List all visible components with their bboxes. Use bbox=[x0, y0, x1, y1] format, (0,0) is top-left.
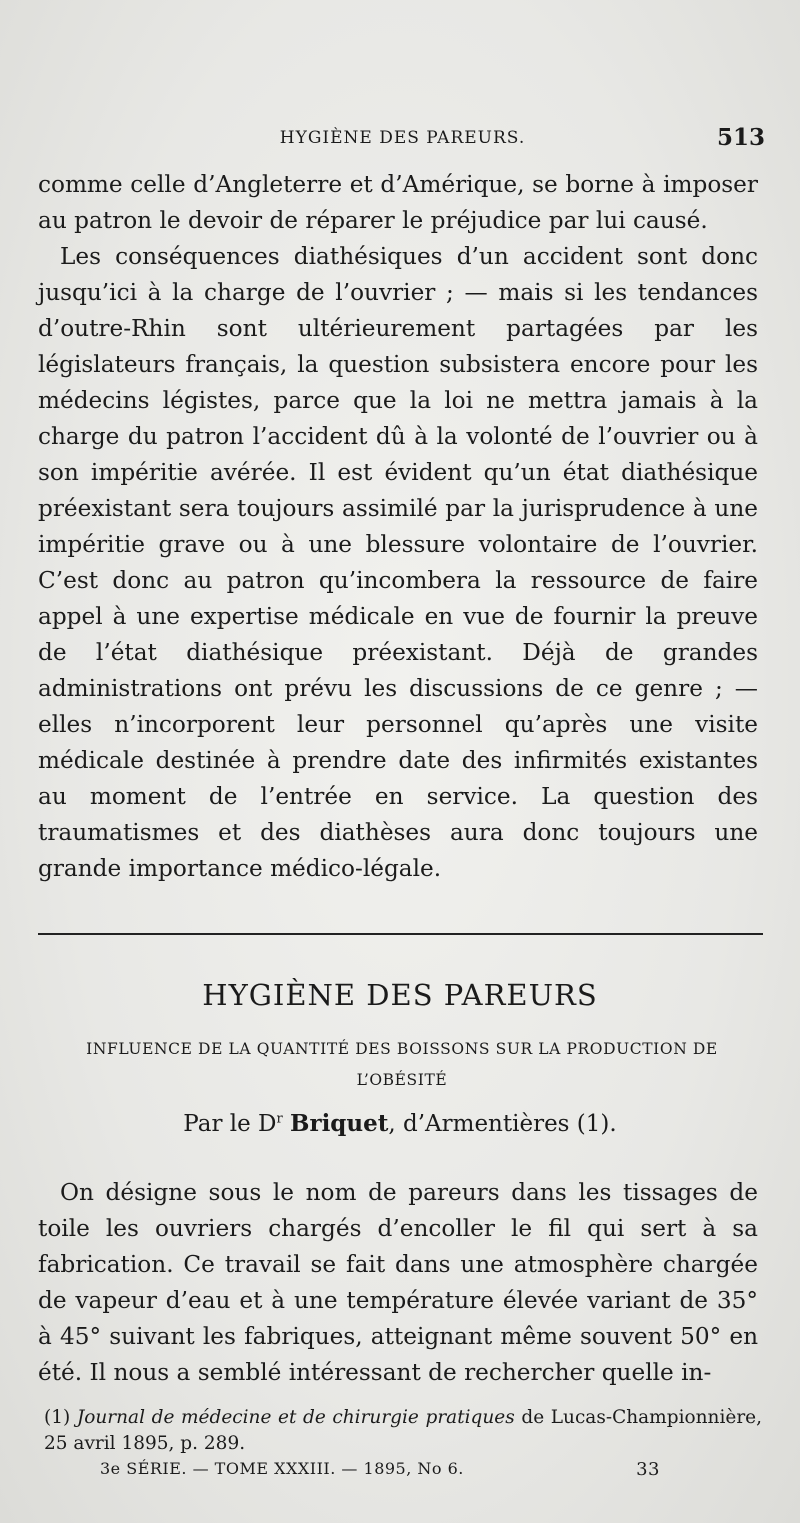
author-prefix: Par le D bbox=[183, 1111, 277, 1137]
author-title-superscript: r bbox=[276, 1111, 283, 1127]
paragraph: On désigne sous le nom de pareurs dans les tissages de toile les ouvriers chargés d’encoller le fil qui sert à sa fabrication. Ce travail se fait dans une atmosphère chargée de vapeur d’eau et à une température élevée variant de 35° à 45° suivant les fabriques, atteignant même souvent 50° en été. Il nous a semblé intéressant de rechercher quelle in- bbox=[38, 1179, 758, 1386]
author-suffix: , d’Armentières (1). bbox=[388, 1111, 617, 1137]
footnote bbox=[44, 1405, 762, 1457]
previous-article-text bbox=[38, 167, 758, 887]
running-title: HYGIÈNE DES PAREURS. bbox=[279, 128, 526, 148]
footnote-marker: (1) bbox=[44, 1407, 71, 1428]
page-footer bbox=[100, 1459, 660, 1478]
article-title: HYGIÈNE DES PAREURS bbox=[202, 978, 598, 1012]
article-body bbox=[38, 1175, 758, 1391]
signature-number: 33 bbox=[636, 1459, 660, 1480]
paragraph: comme celle d’Angleterre et d’Amérique, se borne à imposer au patron le devoir de réparer le préjudice par lui causé. bbox=[38, 171, 758, 234]
series-info: 3e SÉRIE. — TOME XXXIII. — 1895, No 6. bbox=[100, 1459, 464, 1478]
page-number: 513 bbox=[716, 124, 765, 151]
article-subtitle: INFLUENCE DE LA QUANTITÉ DES BOISSONS SUR LA PRODUCTION DE L’OBÉSITÉ bbox=[86, 1040, 718, 1089]
section-divider bbox=[38, 933, 763, 935]
paragraph: Les conséquences diathésiques d’un accident sont donc jusqu’ici à la charge de l’ouvrier ; — mais si les tendances d’outre-Rhin sont ultérieurement partagées par les législateurs français, la question subsistera encore pour les médecins légistes, parce que la loi ne mettra jamais à la charge du patron l’accident dû à la volonté de l’ouvrier ou à son impéritie avérée. Il est évident qu’un état diathésique préexistant sera toujours assimilé par la jurisprudence à une impéritie grave ou à une blessure volontaire de l’ouvrier. C’est donc au patron qu’incombera la ressource de faire appel à une expertise médicale en vue de fournir la preuve de l’état diathésique préexistant. Déjà de grandes administrations ont prévu les discussions de ce genre ; — elles n’incorporent leur personnel qu’après une visite médicale destinée à prendre date des infirmités existantes au moment de l’entrée en service. La question des traumatismes et des diathèses aura donc toujours une grande importance médico-légale. bbox=[38, 243, 758, 882]
author-name: Briquet bbox=[290, 1110, 389, 1137]
running-head bbox=[40, 124, 765, 158]
footnote-journal: Journal de médecine et de chirurgie pratiques bbox=[76, 1407, 515, 1428]
footnote-citation: de Lucas-Championnière, 25 avril 1895, p. 289. bbox=[44, 1407, 762, 1454]
author-line bbox=[0, 1110, 800, 1137]
